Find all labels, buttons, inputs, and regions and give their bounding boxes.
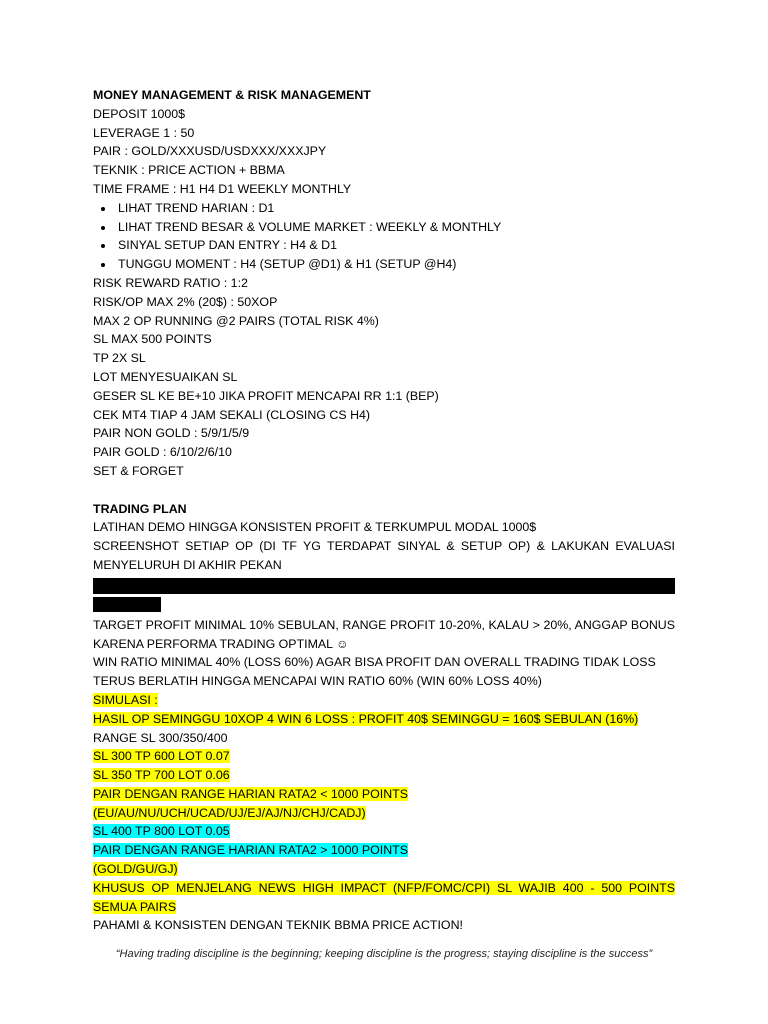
time-frame-line: TIME FRAME : H1 H4 D1 WEEKLY MONTHLY	[93, 181, 352, 196]
rule-line: RISK/OP MAX 2% (20$) : 50XOP	[93, 294, 278, 309]
rule-line: SL MAX 500 POINTS	[93, 332, 212, 347]
rule-line: MAX 2 OP RUNNING @2 PAIRS (TOTAL RISK 4%)	[93, 313, 379, 328]
screenshot-paragraph: SCREENSHOT SETIAP OP (DI TF YG TERDAPAT SINYAL & SETUP OP) & LAKUKAN EVALUASI MENYELURUH DI AKHIR PEKAN	[93, 539, 675, 572]
rule-line: TP 2X SL	[93, 351, 146, 366]
rule-line: LOT MENYESUAIKAN SL	[93, 369, 238, 384]
pair-gt-list: (GOLD/GU/GJ)	[93, 862, 178, 877]
redaction-bar	[93, 578, 675, 594]
khusus-paragraph: KHUSUS OP MENJELANG NEWS HIGH IMPACT (NFP/FOMC/CPI) SL WAJIB 400 - 500 POINTS SEMUA PAIRS	[93, 880, 675, 914]
leverage-line: LEVERAGE 1 : 50	[93, 125, 195, 140]
hasil-line: HASIL OP SEMINGGU 10XOP 4 WIN 6 LOSS : PROFIT 40$ SEMINGGU = 160$ SEBULAN (16%)	[93, 711, 639, 726]
rule-line: SET & FORGET	[93, 463, 184, 478]
rule-line: PAIR NON GOLD : 5/9/1/5/9	[93, 426, 250, 441]
deposit-line: DEPOSIT 1000$	[93, 106, 186, 121]
redaction-bar-short	[93, 597, 161, 612]
rule-line: CEK MT4 TIAP 4 JAM SEKALI (CLOSING CS H4)	[93, 407, 371, 422]
document-body	[93, 86, 675, 935]
footer-quote: “Having trading discipline is the beginning; keeping discipline is the progress; staying discipline is the success”	[115, 948, 653, 960]
bullet-item: • LIHAT TREND HARIAN : D1	[115, 199, 675, 218]
sl350-line: SL 350 TP 700 LOT 0.06	[93, 768, 230, 783]
pair-line: PAIR : GOLD/XXXUSD/USDXXX/XXXJPY	[93, 144, 327, 159]
section-title-money-management: MONEY MANAGEMENT & RISK MANAGEMENT	[93, 88, 371, 102]
terus-line: TERUS BERLATIH HINGGA MENCAPAI WIN RATIO 60% (WIN 60% LOSS 40%)	[93, 674, 542, 689]
timeframe-bullet-list	[93, 199, 675, 274]
win-ratio-line: WIN RATIO MINIMAL 40% (LOSS 60%) AGAR BISA PROFIT DAN OVERALL TRADING TIDAK LOSS	[93, 655, 656, 670]
pahami-line: PAHAMI & KONSISTEN DENGAN TEKNIK BBMA PRICE ACTION!	[93, 918, 463, 933]
rule-line: RISK REWARD RATIO : 1:2	[93, 275, 248, 290]
bullet-item: • TUNGGU MOMENT : H4 (SETUP @D1) & H1 (SETUP @H4)	[115, 255, 675, 274]
rule-line: GESER SL KE BE+10 JIKA PROFIT MENCAPAI RR 1:1 (BEP)	[93, 388, 439, 403]
sl400-line: SL 400 TP 800 LOT 0.05	[93, 824, 230, 839]
pair-lt-list: (EU/AU/NU/UCH/UCAD/UJ/EJ/AJ/NJ/CHJ/CADJ)	[93, 805, 366, 820]
pair-range-gt-line: PAIR DENGAN RANGE HARIAN RATA2 > 1000 POINTS	[93, 843, 409, 858]
section-spacer	[93, 481, 675, 500]
section-title-trading-plan: TRADING PLAN	[93, 501, 187, 516]
bullet-item: • SINYAL SETUP DAN ENTRY : H4 & D1	[115, 236, 675, 255]
teknik-line: TEKNIK : PRICE ACTION + BBMA	[93, 163, 285, 178]
simulasi-label: SIMULASI :	[93, 692, 158, 707]
bullet-item: • LIHAT TREND BESAR & VOLUME MARKET : WEEKLY & MONTHLY	[115, 218, 675, 237]
pair-range-lt-line: PAIR DENGAN RANGE HARIAN RATA2 < 1000 POINTS	[93, 786, 409, 801]
target-paragraph: TARGET PROFIT MINIMAL 10% SEBULAN, RANGE PROFIT 10-20%, KALAU > 20%, ANGGAP BONUS KARENA PERFORMA TRADING OPTIMAL ☺	[93, 617, 675, 651]
latihan-line: LATIHAN DEMO HINGGA KONSISTEN PROFIT & TERKUMPUL MODAL 1000$	[93, 520, 537, 535]
rule-line: PAIR GOLD : 6/10/2/6/10	[93, 445, 232, 460]
sl300-line: SL 300 TP 600 LOT 0.07	[93, 749, 230, 764]
range-sl-line: RANGE SL 300/350/400	[93, 730, 228, 745]
